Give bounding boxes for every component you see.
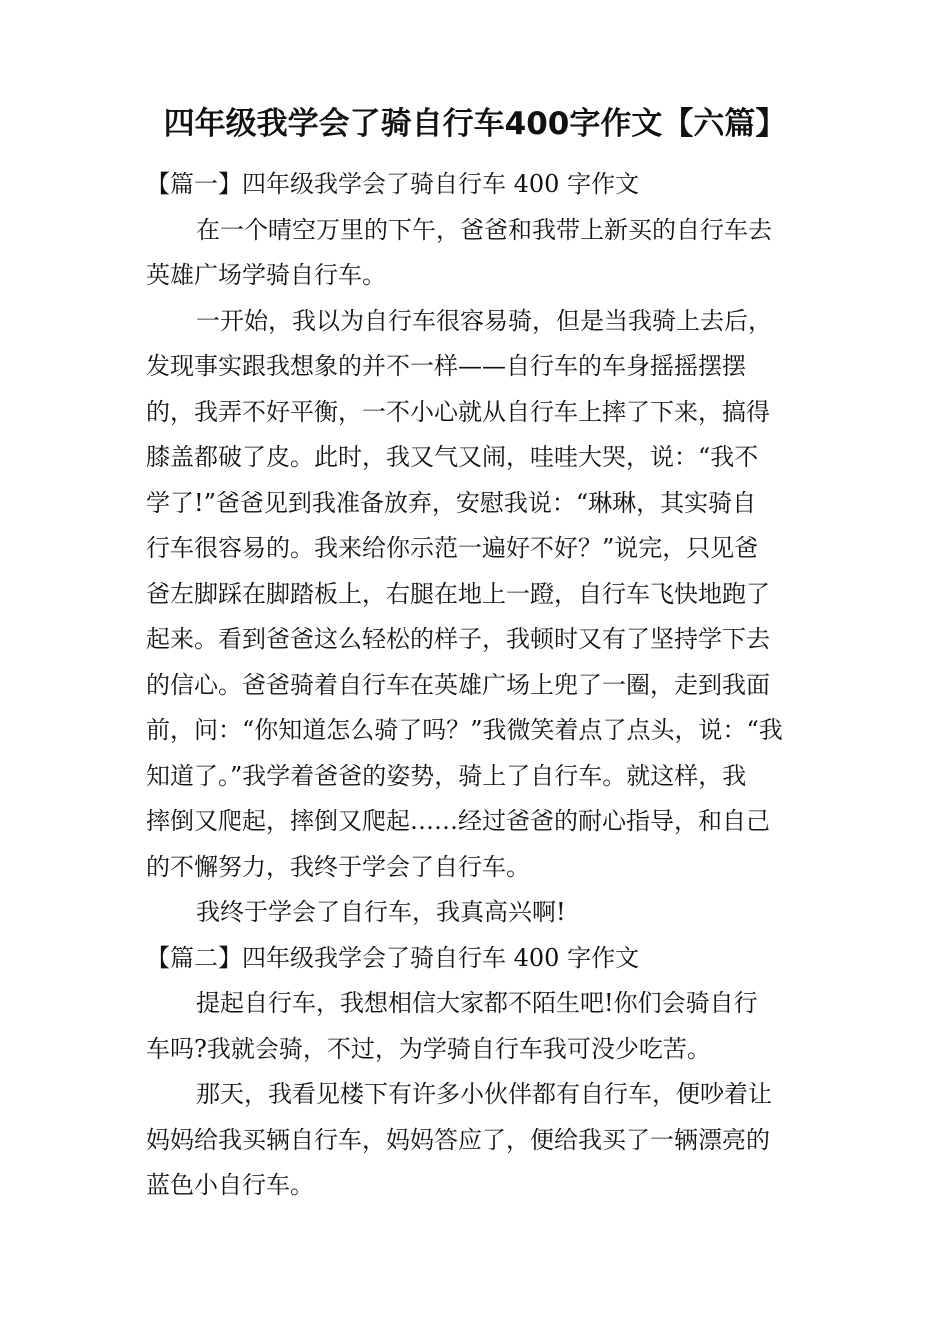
paragraph-line: 的信心。爸爸骑着自行车在英雄广场上兜了一圈，走到我面 — [146, 670, 770, 699]
document-title: 四年级我学会了骑自行车400字作文【六篇】 — [163, 106, 787, 142]
paragraph-line: 学了!”爸爸见到我准备放弃，安慰我说：“琳琳，其实骑自 — [146, 488, 757, 517]
paragraph — [146, 1072, 836, 1209]
paragraph-line: 起来。看到爸爸这么轻松的样子，我顿时又有了坚持学下去 — [146, 625, 770, 653]
paragraph-line: 一开始，我以为自行车很容易骑，但是当我骑上去后， — [196, 306, 772, 335]
paragraph-line: 发现事实跟我想象的并不一样——自行车的车身摇摇摆摆 — [146, 352, 746, 380]
paragraph-line: 膝盖都破了皮。此时，我又气又闹，哇哇大哭，说：“我不 — [146, 443, 759, 471]
paragraph-line: 我终于学会了自行车，我真高兴啊! — [196, 898, 566, 926]
paragraph-line: 在一个晴空万里的下午，爸爸和我带上新买的自行车去 — [196, 215, 772, 244]
paragraph-line: 那天，我看见楼下有许多小伙伴都有自行车，便吵着让 — [196, 1080, 772, 1108]
paragraph-line: 英雄广场学骑自行车。 — [146, 261, 386, 289]
paragraph-line: 的不懈努力，我终于学会了自行车。 — [146, 852, 530, 881]
paragraph-line: 的，我弄不好平衡，一不小心就从自行车上摔了下来，搞得 — [146, 397, 770, 426]
paragraph-line: 摔倒又爬起，摔倒又爬起……经过爸爸的耐心指导，和自己 — [146, 807, 770, 835]
paragraph — [146, 208, 836, 299]
paragraph-line: 前，问：“你知道怎么骑了吗？”我微笑着点了点头，说：“我 — [146, 716, 783, 744]
paragraph-line: 妈妈给我买辆自行车，妈妈答应了，便给我买了一辆漂亮的 — [146, 1125, 770, 1154]
paragraph-line: 爸左脚踩在脚踏板上，右腿在地上一蹬，自行车飞快地跑了 — [146, 579, 770, 608]
paragraph — [146, 299, 836, 891]
paragraph-line: 车吗?我就会骑，不过，为学骑自行车我可没少吃苦。 — [146, 1034, 711, 1063]
paragraph-line: 提起自行车，我想相信大家都不陌生吧!你们会骑自行 — [196, 989, 758, 1017]
paragraph-line: 知道了。”我学着爸爸的姿势，骑上了自行车。就这样，我 — [146, 761, 747, 790]
paragraph — [146, 890, 836, 936]
document-body — [146, 162, 836, 1209]
paragraph-line: 行车很容易的。我来给你示范一遍好不好？”说完，只见爸 — [146, 534, 759, 562]
paragraph-line: 蓝色小自行车。 — [146, 1171, 314, 1199]
section-heading-1: 【篇一】四年级我学会了骑自行车 400 字作文 — [146, 170, 640, 198]
section-heading-2: 【篇二】四年级我学会了骑自行车 400 字作文 — [146, 943, 640, 972]
paragraph — [146, 981, 836, 1072]
